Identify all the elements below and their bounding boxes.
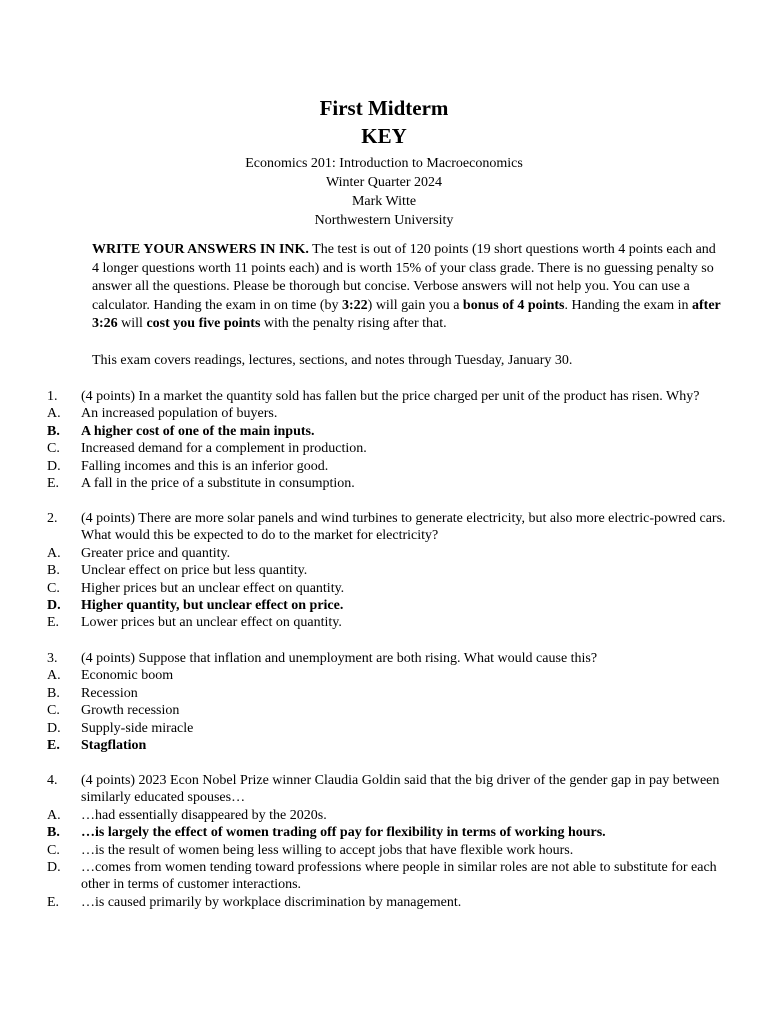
option-text: Growth recession	[81, 703, 180, 719]
answer-option	[0, 807, 731, 824]
exam-header	[0, 94, 768, 230]
answer-option	[0, 894, 731, 911]
option-letter: E.	[47, 894, 60, 910]
option-text: …had essentially disappeared by the 2020s.	[81, 807, 327, 823]
exam-title: First Midterm	[319, 96, 449, 120]
option-text: Stagflation	[81, 738, 147, 754]
question-text: (4 points) There are more solar panels and wind turbines to generate electricity, but also more electric-powred cars. What would this be expected to do to the market for electricity?	[81, 511, 726, 544]
answer-option	[0, 562, 731, 579]
option-text: Economic boom	[81, 668, 174, 684]
option-letter: E.	[47, 476, 60, 492]
exam-subtitle: KEY	[361, 124, 407, 148]
option-letter: D.	[47, 720, 61, 736]
option-text: Recession	[81, 685, 138, 701]
option-letter: B.	[47, 825, 60, 841]
answer-option	[0, 545, 731, 562]
question-number: 3.	[47, 651, 58, 666]
option-letter: E.	[47, 738, 60, 754]
question-prompt	[0, 772, 731, 807]
option-letter: A.	[47, 545, 61, 561]
option-letter: C.	[47, 441, 60, 457]
option-text: Supply-side miracle	[81, 720, 194, 736]
instructions-paragraph	[92, 241, 722, 334]
term: Winter Quarter 2024	[325, 175, 443, 190]
instructor-name: Mark Witte	[351, 194, 417, 209]
option-text: Increased demand for a complement in production.	[81, 441, 367, 457]
question-number: 4.	[47, 773, 58, 788]
option-letter: B.	[47, 685, 60, 701]
answer-option	[0, 440, 731, 457]
option-text: …is largely the effect of women trading off pay for flexibility in terms of working hours.	[81, 825, 606, 841]
option-text: A higher cost of one of the main inputs.	[81, 423, 315, 439]
option-letter: B.	[47, 423, 60, 439]
instructions-text: with the penalty rising after that.	[260, 316, 447, 332]
university-name: Northwestern University	[314, 213, 454, 228]
question-prompt	[0, 510, 731, 545]
course-name: Economics 201: Introduction to Macroeconomics	[245, 156, 523, 171]
question-1	[0, 388, 768, 492]
option-text: …comes from women tending toward professions where people in similar roles are not able to substitute for each other in terms of customer interactions.	[81, 860, 717, 893]
bonus-text: bonus of 4 points	[462, 297, 565, 313]
answer-option	[0, 614, 731, 631]
ink-instruction: WRITE YOUR ANSWERS IN INK.	[92, 242, 309, 257]
question-prompt	[0, 650, 731, 667]
option-letter: C.	[47, 842, 60, 858]
option-text: …is the result of women being less willing to accept jobs that have flexible work hours.	[81, 842, 574, 858]
answer-option	[0, 405, 731, 422]
question-2	[0, 510, 768, 632]
question-text: (4 points) Suppose that inflation and unemployment are both rising. What would cause this?	[81, 651, 598, 666]
option-letter: A.	[47, 807, 61, 823]
instructions-text: ) will gain you a	[367, 297, 463, 313]
option-text: A fall in the price of a substitute in consumption.	[81, 476, 355, 492]
option-text: Higher prices but an unclear effect on quantity.	[81, 580, 345, 596]
late-time: after 3:26	[92, 297, 721, 332]
option-letter: C.	[47, 703, 60, 719]
answer-option	[0, 702, 731, 719]
option-letter: D.	[47, 598, 61, 614]
option-text: …is caused primarily by workplace discrimination by management.	[81, 894, 462, 910]
answer-option-correct	[0, 824, 731, 841]
option-letter: D.	[47, 860, 61, 876]
option-letter: B.	[47, 563, 60, 579]
option-letter: E.	[47, 615, 60, 631]
answer-option	[0, 859, 731, 894]
question-number: 2.	[47, 511, 58, 526]
question-4	[0, 772, 768, 911]
answer-option	[0, 580, 731, 597]
option-text: Unclear effect on price but less quantity.	[81, 563, 308, 579]
instructions-text: will	[117, 316, 147, 332]
answer-option	[0, 685, 731, 702]
option-letter: D.	[47, 458, 61, 474]
penalty-text: cost you five points	[146, 316, 261, 332]
question-prompt	[0, 388, 731, 405]
question-3	[0, 650, 768, 754]
answer-option	[0, 667, 731, 684]
answer-option	[0, 720, 731, 737]
option-letter: A.	[47, 406, 61, 422]
answer-option-correct	[0, 423, 731, 440]
instructions-text: . Handing the exam in	[564, 297, 692, 313]
question-text: (4 points) 2023 Econ Nobel Prize winner Claudia Goldin said that the big driver of the gender gap in pay between similarly educated spouses…	[81, 773, 720, 806]
answer-option-correct	[0, 597, 731, 614]
option-text: An increased population of buyers.	[81, 406, 278, 422]
deadline-time: 3:22	[341, 297, 368, 313]
answer-option	[0, 458, 731, 475]
answer-option	[0, 842, 731, 859]
option-letter: A.	[47, 668, 61, 684]
coverage-note: This exam covers readings, lectures, sections, and notes through Tuesday, January 30.	[92, 353, 573, 368]
option-text: Lower prices but an unclear effect on quantity.	[81, 615, 342, 631]
answer-option	[0, 475, 731, 492]
answer-option-correct	[0, 737, 731, 754]
option-letter: C.	[47, 580, 60, 596]
instructions-text: The test is out of 120 points (19 short questions worth 4 points each and 4 longer questions worth 11 points each) and is worth 15% of your class grade. There is no guessing penalty so answer all the questions. Please be thorough but concise. Verbose answers will not help you. You can use a calculator. Handing the exam in on time (by	[92, 242, 716, 313]
question-text: (4 points) In a market the quantity sold has fallen but the price charged per unit of the product has risen. Why?	[81, 389, 700, 404]
option-text: Greater price and quantity.	[81, 545, 231, 561]
question-number: 1.	[47, 389, 58, 404]
option-text: Falling incomes and this is an inferior good.	[81, 458, 329, 474]
option-text: Higher quantity, but unclear effect on price.	[81, 598, 344, 614]
